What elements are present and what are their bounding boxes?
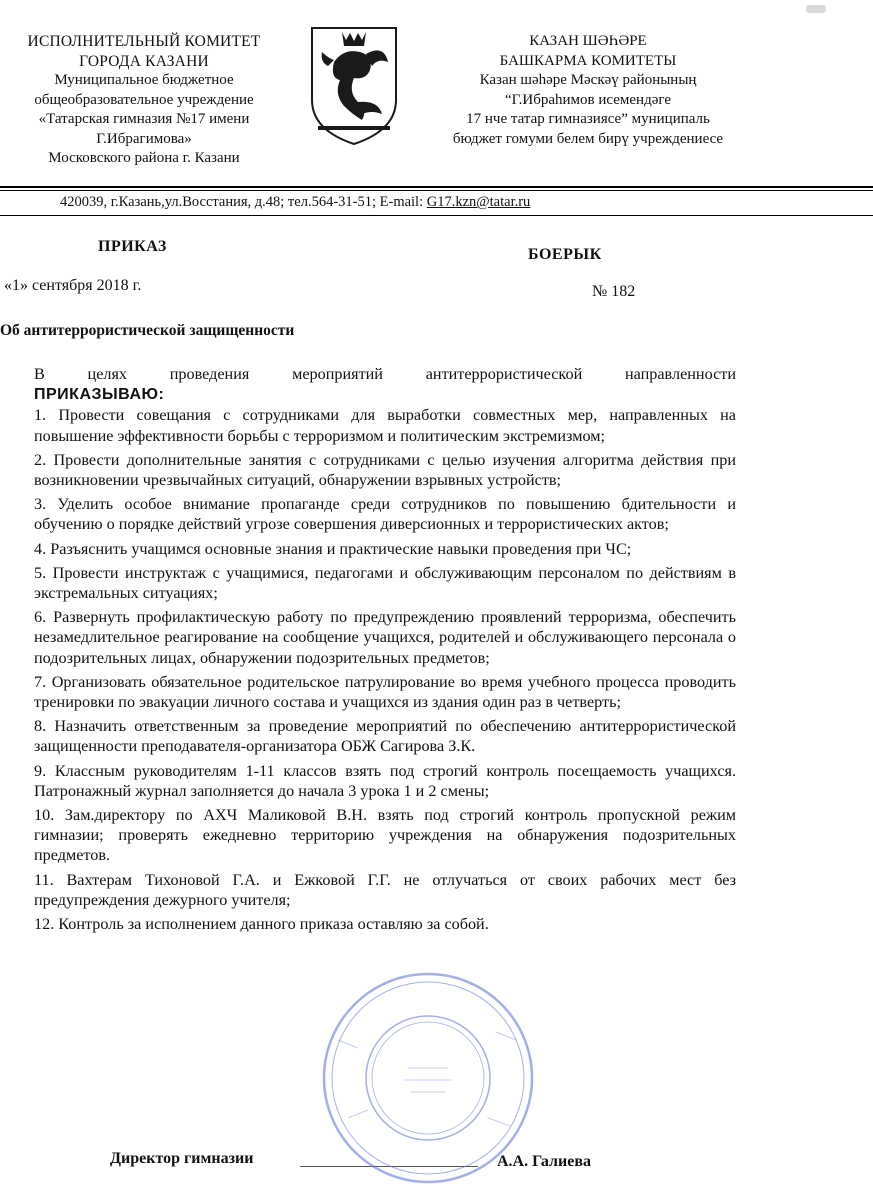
header-right-block	[418, 32, 758, 149]
order-item: 10. Зам.директору по АХЧ Маликовой В.Н. взять под строгий контроль пропускной режим гимназии; проверять ежедневно территорию учреждения на обнаружения подозрительных предметов.	[34, 806, 736, 865]
order-item: 12. Контроль за исполнением данного приказа оставляю за собой.	[34, 915, 489, 934]
order-item: 11. Вахтерам Тихоновой Г.А. и Ежковой Г.Г. не отлучаться от своих рабочих мест без предупреждения дежурного учителя;	[34, 870, 736, 909]
header-right-line: “Г.Ибраһимов исемендәге	[505, 91, 671, 108]
doc-title-ru: ПРИКАЗ	[98, 238, 167, 255]
scan-artifact	[806, 5, 826, 13]
header-left-line: «Татарская гимназия №17 имени	[38, 111, 250, 127]
header-right-line: бюджет гомуми белем бирү учреждениесе	[452, 130, 724, 147]
email-link[interactable]: G17.kzn@tatar.ru	[426, 194, 531, 210]
order-item: 1. Провести совещания с сотрудниками для выработки совместных мер, направленных на повышение эффективности борьбы с терроризмом и политическим экстремизмом;	[34, 406, 736, 445]
contact-divider	[0, 215, 873, 216]
header-right-line: КАЗАН ШӘҺӘРЕ	[529, 33, 647, 49]
signature-name: А.А. Галиева	[497, 1153, 591, 1170]
order-body	[34, 364, 736, 934]
signature-title: Директор гимназии	[110, 1150, 254, 1167]
header-right-line: БАШКАРМА КОМИТЕТЫ	[499, 52, 677, 69]
header-left-line: ГОРОДА КАЗАНИ	[79, 52, 209, 70]
order-item: 8. Назначить ответственным за проведение мероприятий по обеспечению антитеррористической защищенности преподавателя-организатора ОБЖ Сагирова З.К.	[34, 717, 736, 756]
header-left-line: Муниципальное бюджетное	[54, 72, 234, 88]
order-item: 6. Развернуть профилактическую работу по предупреждению проявлений терроризма, обеспечить незамедлительное реагирование на сообщение учащихся, родителей и обслуживающего персонала о подозрительных лицах, обнаружении подозрительных предметов;	[34, 608, 736, 667]
header-right-line: Казан шәһәре Мәскәү районының	[479, 72, 697, 88]
contact-line	[60, 194, 530, 211]
order-item: 4. Разъяснить учащимся основные знания и практические навыки проведения при ЧС;	[34, 539, 632, 558]
header-right-line: 17 нче татар гимназиясе” муниципаль	[466, 111, 710, 127]
order-item: 3. Уделить особое внимание пропаганде среди сотрудников по повышению бдительности и обучению о порядке действий угрозе совершения диверсионных и террористических актов;	[34, 495, 736, 534]
header-divider-thick	[0, 186, 873, 188]
order-keyword: ПРИКАЗЫВАЮ:	[34, 386, 165, 404]
order-item: 2. Провести дополнительные занятия с сотрудниками с целью изучения алгоритма действия при возникновении чрезвычайных ситуаций, обнаружении взрывных устройств;	[34, 450, 736, 490]
contact-address: 420039, г.Казань,ул.Восстания, д.48; тел.564-31-51; E-mail:	[60, 194, 427, 210]
doc-subject: Об антитеррористической защищенности	[0, 322, 295, 339]
order-intro: В целях проведения мероприятий антитеррористической направленности	[34, 365, 736, 383]
order-item: 7. Организовать обязательное родительское патрулирование во время учебного процесса проводить тренировки по эвакуации личного состава и учащихся из здания один раз в четверть;	[34, 672, 736, 712]
header-left-line: общеобразовательное учреждение	[34, 91, 254, 108]
kazan-coat-of-arms-emblem	[304, 22, 404, 148]
header-left-line: Московского района г. Казани	[48, 150, 240, 166]
signature-line	[300, 1166, 478, 1167]
header-left-line: ИСПОЛНИТЕЛЬНЫЙ КОМИТЕТ	[27, 33, 261, 50]
order-item: 9. Классным руководителям 1-11 классов взять под строгий контроль посещаемость учащихся. Патронажный журнал заполняется до начала 3 урока 1 и 2 смены;	[34, 761, 736, 800]
doc-date: «1» сентября 2018 г.	[4, 277, 142, 294]
doc-number: № 182	[592, 283, 636, 300]
header-left-block	[0, 32, 288, 169]
header-divider-thin	[0, 190, 873, 191]
doc-title-tt: БОЕРЫК	[528, 246, 602, 263]
header-left-line: Г.Ибрагимова»	[96, 130, 192, 147]
order-item: 5. Провести инструктаж с учащимися, педагогами и обслуживающим персоналом по действиям в экстремальных ситуациях;	[34, 563, 736, 603]
